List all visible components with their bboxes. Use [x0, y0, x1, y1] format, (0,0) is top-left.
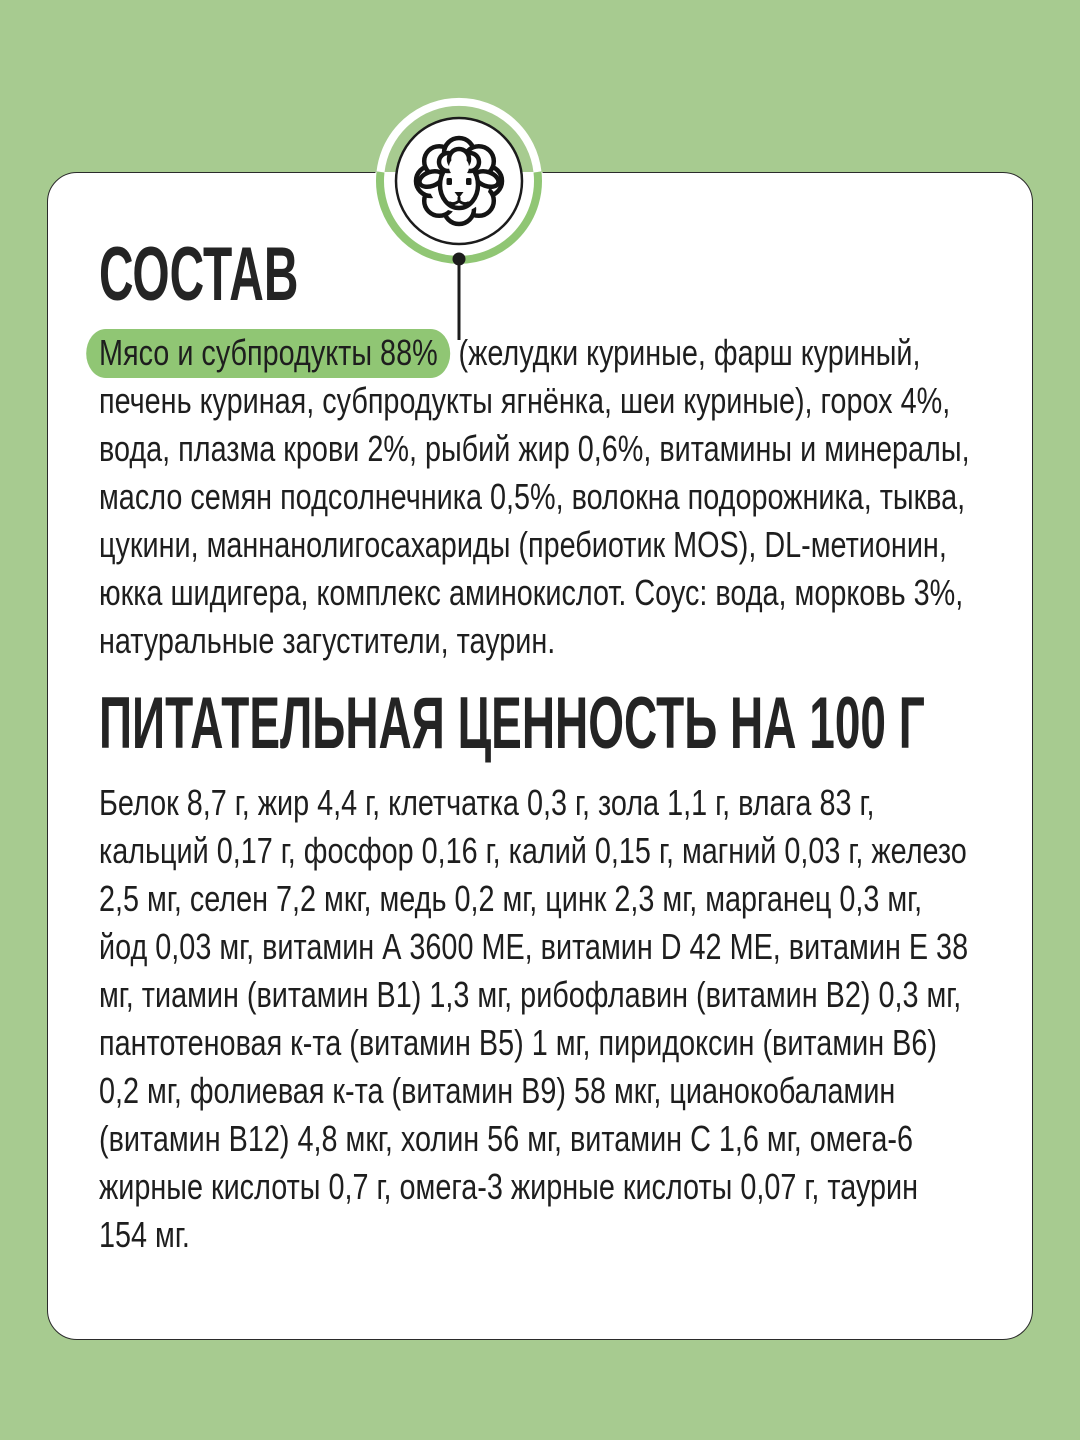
composition-text: [99, 329, 971, 665]
highlight-pill: Мясо и субпродукты 88%: [86, 329, 450, 378]
composition-text-rest: (желудки куриные, фарш куриный, печень куриная, субпродукты ягнёнка, шеи куриные), горох 4%, вода, плазма крови 2%, рыбий жир 0,6%, витамины и минералы, масло семян подсолнечника 0,5%, волокна подорожника, тыква, цукини, маннанолигосахариды (пребиотик MOS), DL-метионин, юкка шидигера, комплекс аминокислот. Соус: вода, морковь 3%, натуральные загустители, таурин.: [99, 332, 970, 661]
sheep-eye-left: [447, 178, 453, 185]
nutrition-title: ПИТАТЕЛЬНАЯ ЦЕННОСТЬ НА 100 Г: [99, 683, 925, 764]
nutrition-text: Белок 8,7 г, жир 4,4 г, клетчатка 0,3 г, зола 1,1 г, влага 83 г, кальций 0,17 г, фосфор 0,16 г, калий 0,15 г, магний 0,03 г, железо 2,5 мг, селен 7,2 мкг, медь 0,2 мг, цинк 2,3 мг, марганец 0,3 мг, йод 0,03 мг, витамин А 3600 МЕ, витамин D 42 МЕ, витамин Е 38 мг, тиамин (витамин В1) 1,3 мг, рибофлавин (витамин В2) 0,3 мг, пантотеновая к-та (витамин В5) 1 мг, пиридоксин (витамин В6) 0,2 мг, фолиевая к-та (витамин В9) 58 мкг, цианокобаламин (витамин В12) 4,8 мкг, холин 56 мг, витамин С 1,6 мг, омега-6 жирные кислоты 0,7 г, омега-3 жирные кислоты 0,07 г, таурин 154 мг.: [99, 782, 969, 1255]
sheep-tuft-fill: [449, 157, 469, 177]
composition-title: СОСТАВ: [99, 232, 299, 317]
sheep-icon: [369, 91, 549, 351]
sheep-eye-right: [466, 178, 472, 185]
